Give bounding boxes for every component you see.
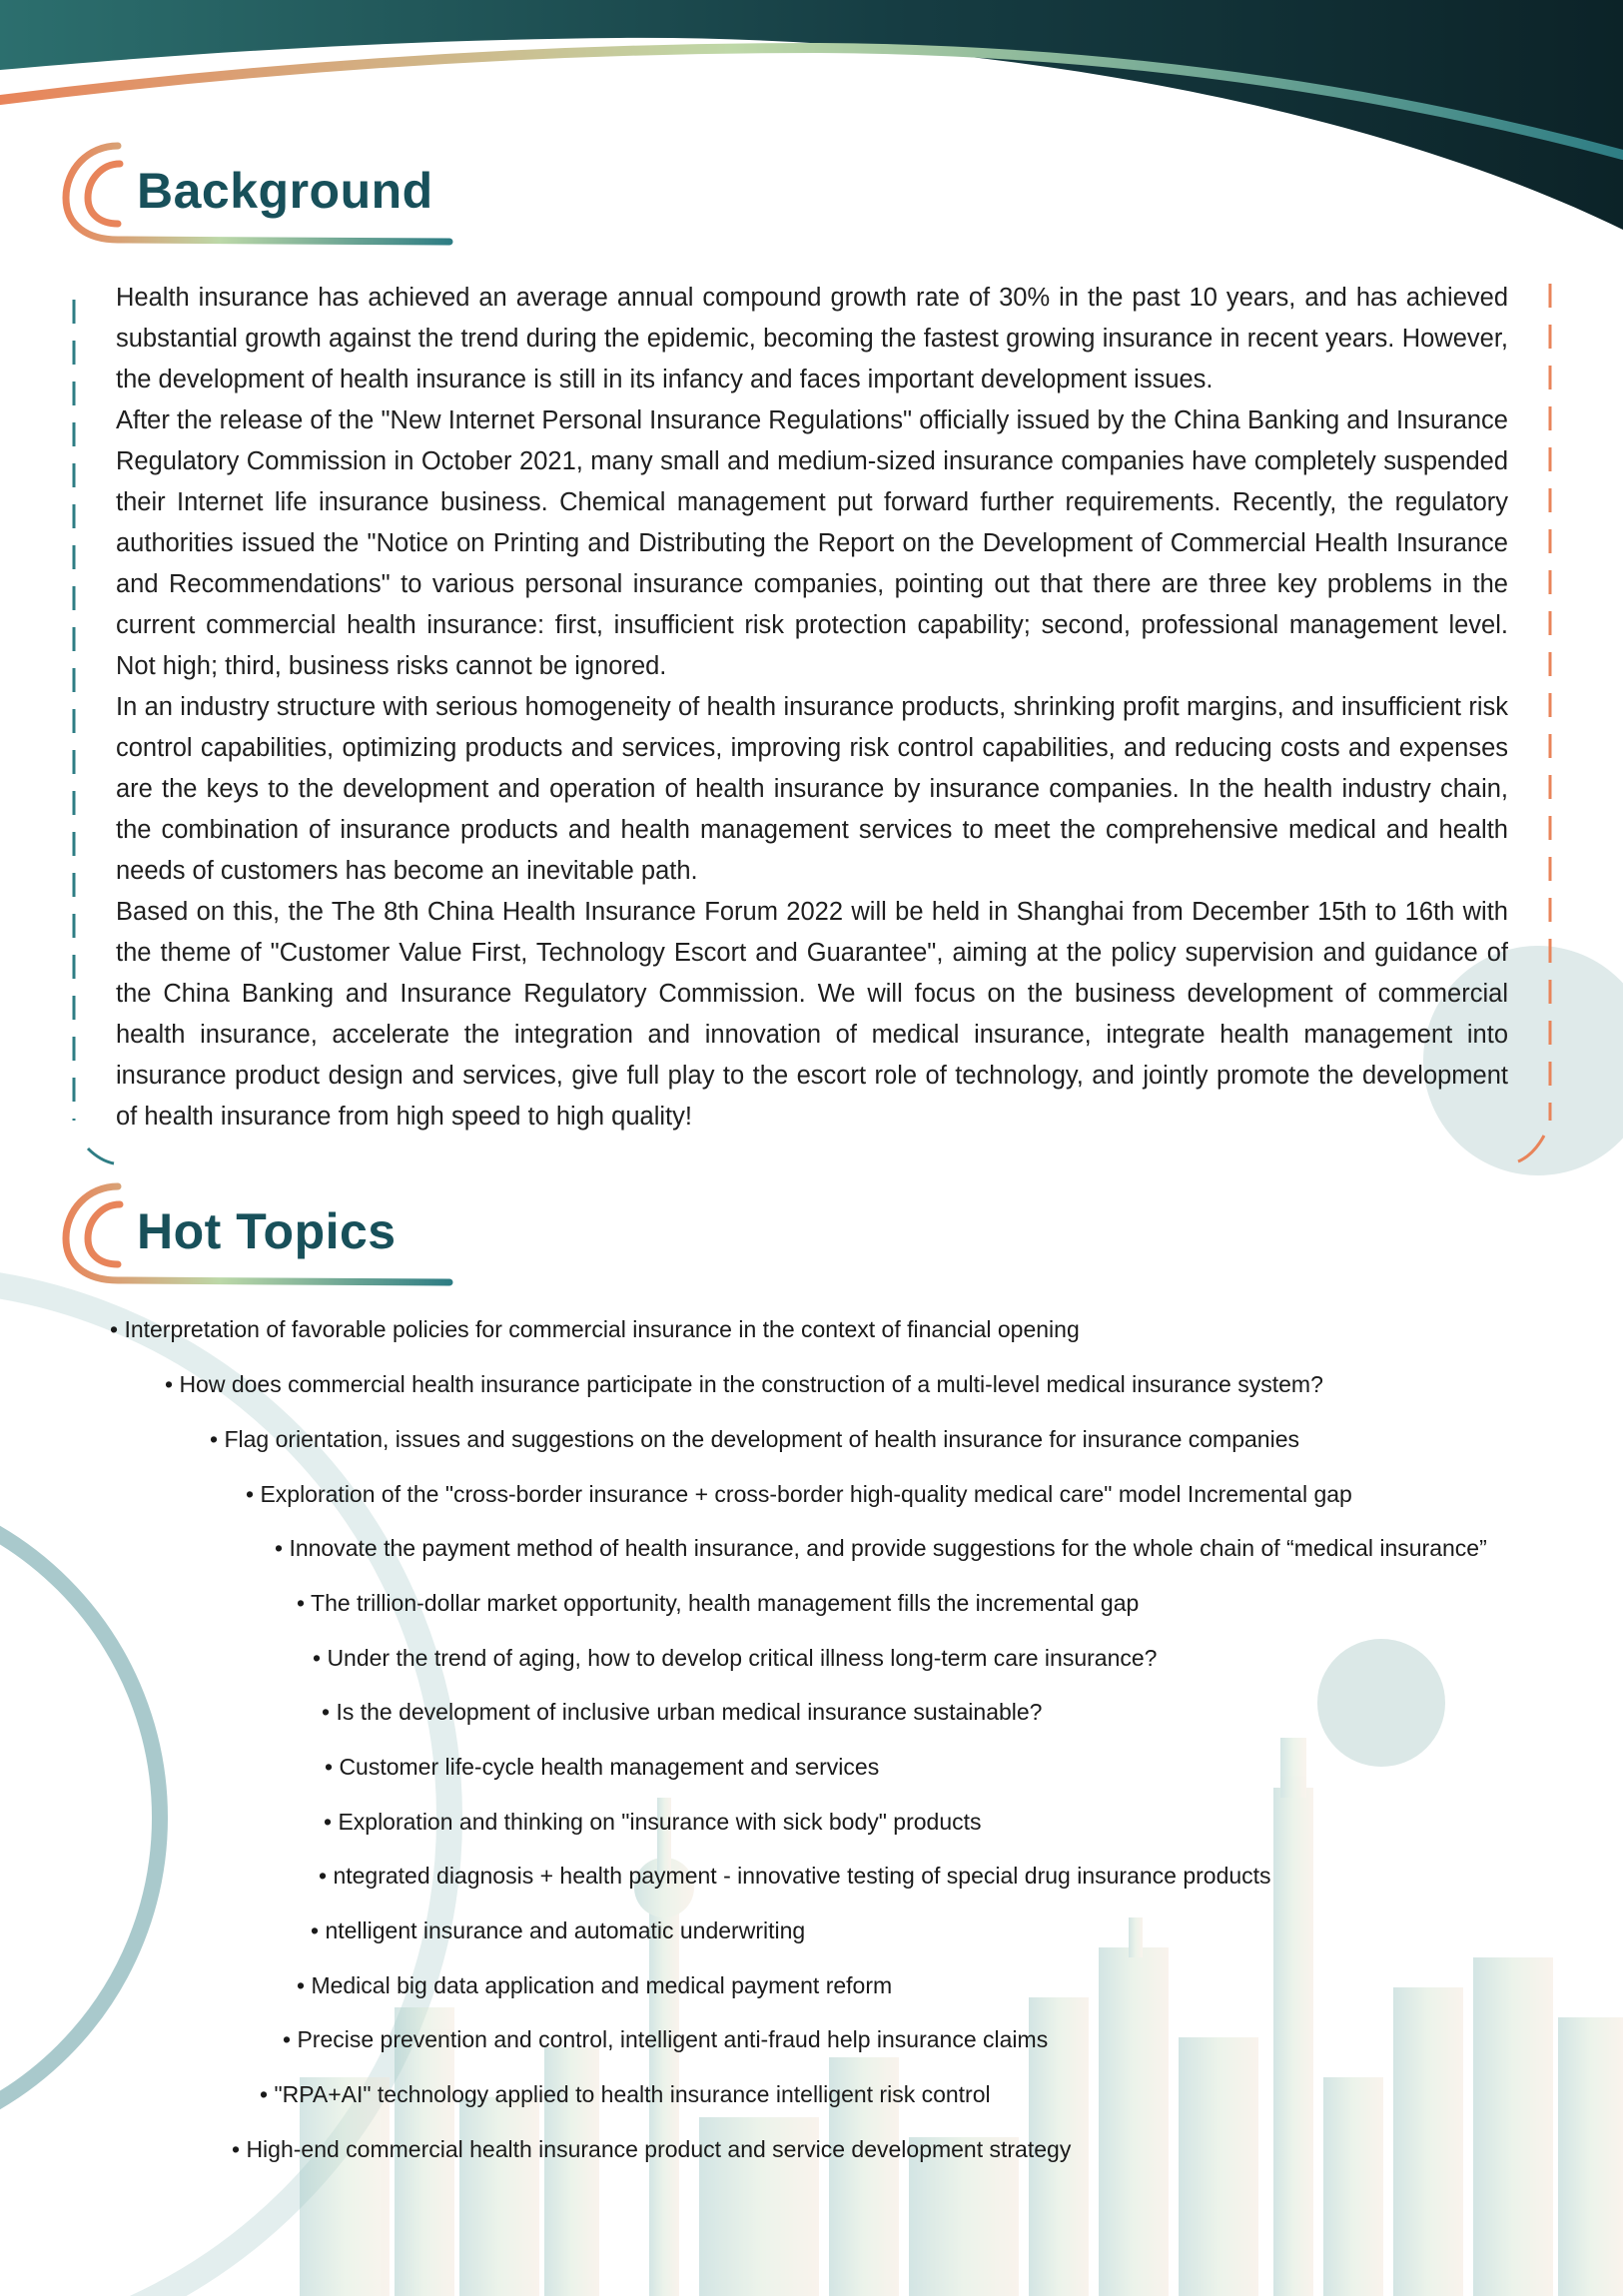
list-item: • Is the development of inclusive urban medical insurance sustainable?	[322, 1699, 1043, 1725]
list-item: • ntegrated diagnosis + health payment - innovative testing of special drug insurance products	[319, 1863, 1271, 1889]
list-item: • High-end commercial health insurance product and service development strategy	[232, 2136, 1072, 2162]
list-item: • Customer life-cycle health management and services	[325, 1754, 880, 1780]
list-item: • Precise prevention and control, intelligent anti-fraud help insurance claims	[283, 2026, 1049, 2052]
hot-topics-heading	[60, 1180, 479, 1300]
large-ring-inner	[0, 1488, 160, 2147]
list-item: • Exploration and thinking on "insurance with sick body" products	[324, 1809, 982, 1835]
list-item: • Under the trend of aging, how to develop critical illness long-term care insurance?	[313, 1645, 1158, 1671]
list-item: • Exploration of the "cross-border insurance + cross-border high-quality medical care" model Incremental gap	[246, 1481, 1352, 1507]
section-title-background: Background	[137, 163, 433, 219]
list-item: • Interpretation of favorable policies for commercial insurance in the context of financial opening	[110, 1316, 1080, 1342]
section-title-hot-topics: Hot Topics	[137, 1203, 397, 1259]
list-item: • The trillion-dollar market opportunity, health management fills the incremental gap	[297, 1590, 1140, 1616]
list-item: • ntelligent insurance and automatic underwriting	[311, 1917, 806, 1943]
list-item: • Flag orientation, issues and suggestions on the development of health insurance for insurance companies	[210, 1426, 1299, 1452]
background-paragraph: Health insurance has achieved an average annual compound growth rate of 30% in the past 10 years, and has achieved substantial growth against the trend during the epidemic, becoming the fastest growing insurance in recent years. However, the development of health insurance is still in its infancy and faces important development issues.	[116, 284, 1508, 393]
list-item: • Innovate the payment method of health insurance, and provide suggestions for the whole chain of “medical insurance”	[275, 1535, 1487, 1561]
background-paragraph: After the release of the "New Internet Personal Insurance Regulations" officially issued by the China Banking and Insurance Regulatory Commission in October 2021, many small and medium-sized insurance companies have completely suspended their Internet life insurance business. Chemical management put forward further requirements. Recently, the regulatory authorities issued the "Notice on Printing and Distributing the Report on the Development of Commercial Health Insurance and Recommendations" to various personal insurance companies, pointing out that there are three key problems in the current commercial health insurance: first, insufficient risk protection capability; second, professional management level. Not high; third, business risks cannot be ignored.	[116, 406, 1508, 680]
list-item: • Medical big data application and medical payment reform	[297, 1972, 893, 1998]
small-circle	[1317, 1639, 1445, 1767]
list-item: • "RPA+AI" technology applied to health insurance intelligent risk control	[260, 2081, 991, 2107]
background-paragraph: In an industry structure with serious homogeneity of health insurance products, shrinking profit margins, and insufficient risk control capabilities, optimizing products and services, improving risk control capabilities, and reducing costs and expenses are the keys to the development and operation of health insurance by insurance companies. In the health industry chain, the combination of insurance products and health management services to meet the comprehensive medical and health needs of customers has become an inevitable path.	[116, 693, 1508, 885]
list-item: • How does commercial health insurance participate in the construction of a multi-level medical insurance system?	[165, 1371, 1323, 1397]
background-paragraph: Based on this, the The 8th China Health Insurance Forum 2022 will be held in Shanghai from December 15th to 16th with the theme of "Customer Value First, Technology Escort and Guarantee", aiming at the policy supervision and guidance of the China Banking and Insurance Regulatory Commission. We will focus on the business development of commercial health insurance, accelerate the integration and innovation of medical insurance, integrate health management into insurance product design and services, give full play to the escort role of technology, and jointly promote the development of health insurance from high speed to high quality!	[116, 898, 1508, 1131]
background-body	[116, 278, 1508, 1138]
